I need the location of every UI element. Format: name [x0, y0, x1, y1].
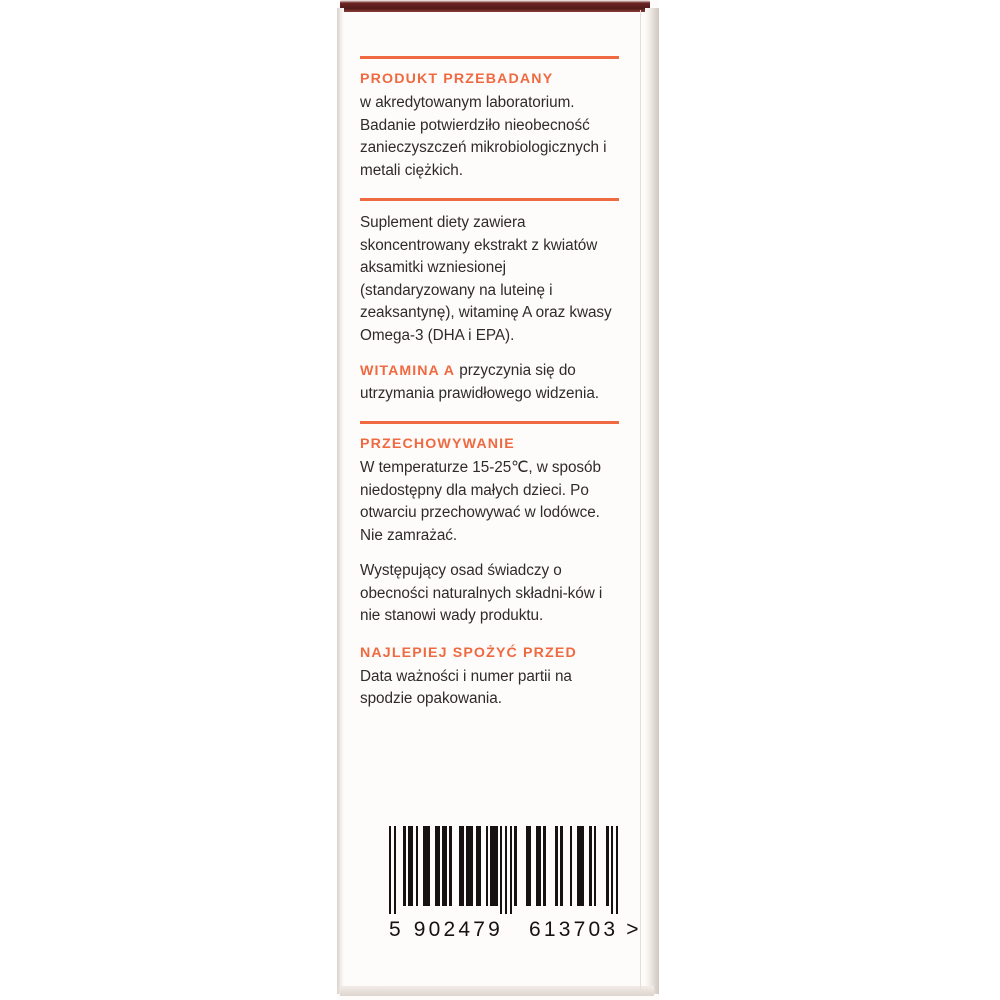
background-right — [659, 0, 1000, 1000]
barcode-trailing-mark: > — [626, 918, 640, 941]
package-right-edge — [645, 8, 659, 994]
divider-rule — [360, 198, 619, 201]
package-left-edge — [337, 8, 344, 994]
divider-rule — [360, 56, 619, 59]
barcode-digits — [389, 918, 640, 942]
barcode-right-group: 613703 — [528, 918, 619, 941]
section-body-best-before: Data ważności i numer partii na spodzie opakowania. — [360, 667, 572, 708]
section-body-storage: W temperaturze 15-25℃, w sposób niedostępny dla małych dzieci. Po otwarciu przechowywać w lodówce. Nie zamrażać. — [360, 459, 601, 544]
barcode-bars — [389, 826, 619, 914]
package-fold-line — [640, 10, 641, 990]
package-top-edge — [340, 0, 650, 12]
barcode-first-digit: 5 — [389, 918, 402, 941]
section-body-vitamin-a — [360, 360, 624, 405]
section-product-tested — [360, 56, 624, 182]
barcode-left-group: 902479 — [413, 918, 503, 941]
section-body-sediment: Występujący osad świadczy o obecności naturalnych składni-ków i nie stanowi wady produktu. — [360, 562, 603, 625]
section-heading-best-before: NAJLEPIEJ SPOŻYĆ PRZED — [360, 644, 577, 661]
barcode — [389, 826, 640, 942]
section-heading-product-tested: PRODUKT PRZEBADANY — [360, 71, 554, 87]
section-body-product-tested: w akredytowanym laboratorium. Badanie potwierdziło nieobecność zanieczyszczeń mikrobiologicznych i metali ciężkich. — [360, 94, 607, 179]
section-storage — [360, 421, 624, 628]
background-left — [0, 0, 337, 1000]
section-composition — [360, 198, 624, 405]
divider-rule — [360, 421, 619, 424]
inline-body-vitamin-a: przyczynia się do utrzymania prawidłowego widzenia. — [360, 362, 599, 402]
section-heading-storage: PRZECHOWYWANIE — [360, 435, 515, 452]
section-body-composition: Suplement diety zawiera skoncentrowany ekstrakt z kwiatów aksamitki wzniesionej (standaryzowany na luteinę i zeaksantynę), witaminę A oraz kwasy Omega-3 (DHA i EPA). — [360, 214, 612, 344]
section-best-before — [360, 644, 624, 711]
inline-heading-vitamin-a: WITAMINA A — [360, 363, 456, 380]
label-text-column — [360, 56, 624, 727]
package-bottom-edge — [340, 986, 654, 996]
